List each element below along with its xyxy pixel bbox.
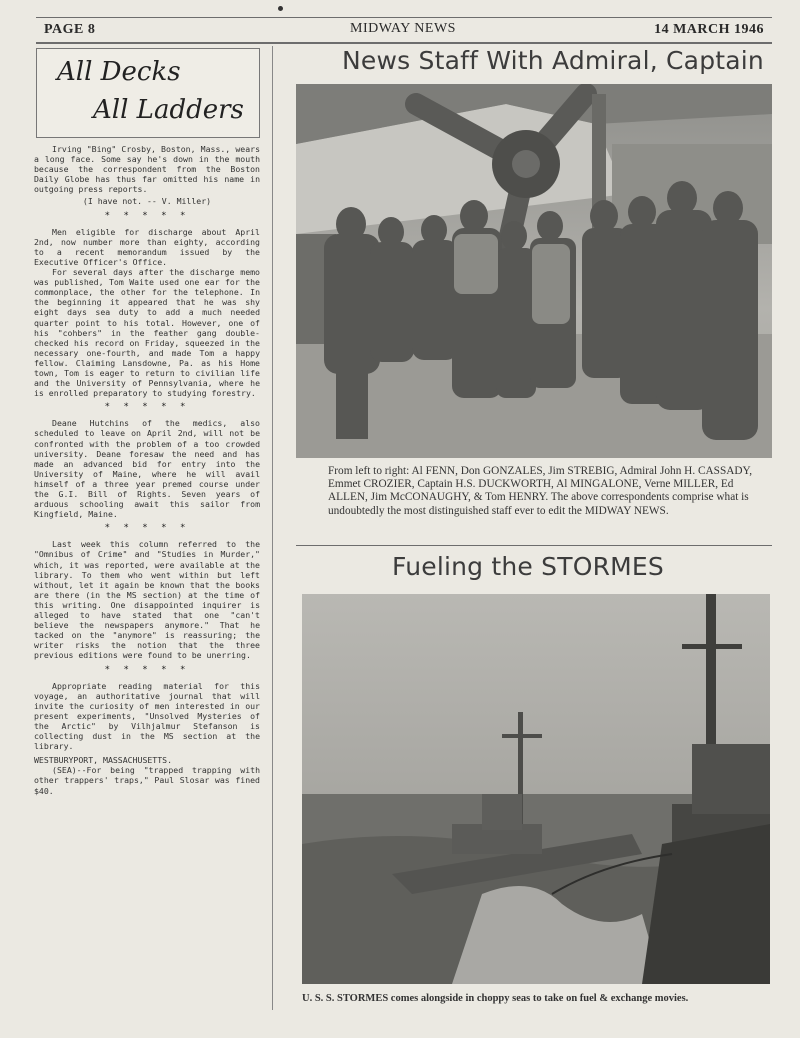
story-divider	[296, 545, 772, 546]
column-heading-box	[36, 48, 260, 138]
stormes-photo-caption: U. S. S. STORMES comes alongside in choppy seas to take on fuel & exchange movies.	[302, 993, 689, 1004]
paper-name: MIDWAY NEWS	[350, 21, 456, 36]
column-item-crosby: Irving "Bing" Crosby, Boston, Mass., wears a long face. Some say he's down in the mouth because the correspondent from the Boston Daily Globe has thus far omitted his name in outgoing press reports.	[34, 144, 260, 195]
punch-mark	[278, 6, 283, 11]
masthead	[36, 18, 772, 40]
separator: * * * * *	[104, 210, 190, 221]
headline-news-staff: News Staff With Admiral, Captain	[342, 46, 764, 75]
dateline-item	[34, 755, 260, 795]
column-item-note: (I have not. -- V. Miller)	[82, 196, 212, 207]
column-item-reading: Appropriate reading material for this voyage, an authoritative journal that will invite the curiosity of men interested in our present experiments, "Unsolved Mysteries of the Arctic" by Vilhjalmur Stefanson is collecting dust in the MS section at the library.	[34, 680, 260, 752]
column-heading-line1: All Decks	[57, 57, 181, 87]
staff-photo	[296, 84, 772, 458]
masthead-rule-top	[36, 17, 772, 18]
staff-photo-image	[296, 84, 772, 458]
column-text	[34, 144, 260, 796]
column-item-discharge: Men eligible for discharge about April 2nd, now number more than eighty, according to a recent memorandum issued by the Executive Officer's Office.	[34, 226, 260, 267]
masthead-rule-bottom	[36, 42, 772, 44]
column-item-library: Last week this column referred to the "Omnibus of Crime" and "Studies in Murder," which, it was reported, were available at the library. To them who went within but left without, let it again be known that the books are there (in the MS section) at the time of this writing. One disappointed inquirer is alleged to have stated that one "can't believe the newspapers anymore." That he tacked on the "anymore" is reassuring; the writer risks the notion that the three previous editions were found to be unerring.	[34, 539, 260, 661]
dateline-text: (SEA)--For being "trapped trapping with other trappers' traps," Paul Slosar was fined $40.	[34, 765, 260, 796]
issue-date: 14 MARCH 1946	[654, 22, 764, 37]
stormes-photo	[302, 594, 770, 984]
column-item-waite: For several days after the discharge memo was published, Tom Waite used one ear for the commonplace, the other for the telephone. In the beginning it appeared that he was shy eight days sea duty to add a much needed quarter point to his total. However, one of his "cohbers" in the feather gang double-checked his record on Friday, squeezed in the necessary one-fourth, and made Tom a happy fellow. Claiming Lansdowne, Pa. as his Home town, Tom is eager to return to civilian life and the University of Pennsylvania, where he is enrolled preparatory to studying forestry.	[34, 267, 260, 399]
column-heading-line2: All Ladders	[93, 95, 244, 125]
column-item-hutchins: Deane Hutchins of the medics, also scheduled to leave on April 2nd, will not be confronted with the problem of a too crowded university. Deane foresaw the need and has made an advanced bid for entry into the University of Maine, where he will avail himself of a three year premed course under the G.I. Bill of Rights. Seven years of arduous schooling await this sailor from Kingfield, Maine.	[34, 418, 260, 520]
staff-photo-caption: From left to right: Al FENN, Don GONZALES, Jim STREBIG, Admiral John H. CASSADY, Emmet CROZIER, Captain H.S. DUCKWORTH, Al MINGALONE, Verne MILLER, Ed ALLEN, Jim McCONAUGHY, & Tom HENRY. The above correspondents comprise what is undoubtedly the most distinguished staff ever to edit the MIDWAY NEWS.	[328, 465, 753, 517]
dateline-place: WESTBURYPORT, MASSACHUSETTS.	[34, 755, 173, 766]
separator: * * * * *	[104, 523, 190, 534]
separator: * * * * *	[104, 664, 190, 675]
separator: * * * * *	[104, 402, 190, 413]
headline-fueling: Fueling the STORMES	[392, 552, 664, 581]
page-number: PAGE 8	[44, 22, 96, 37]
column-divider	[272, 46, 273, 1010]
stormes-photo-image	[302, 594, 770, 984]
